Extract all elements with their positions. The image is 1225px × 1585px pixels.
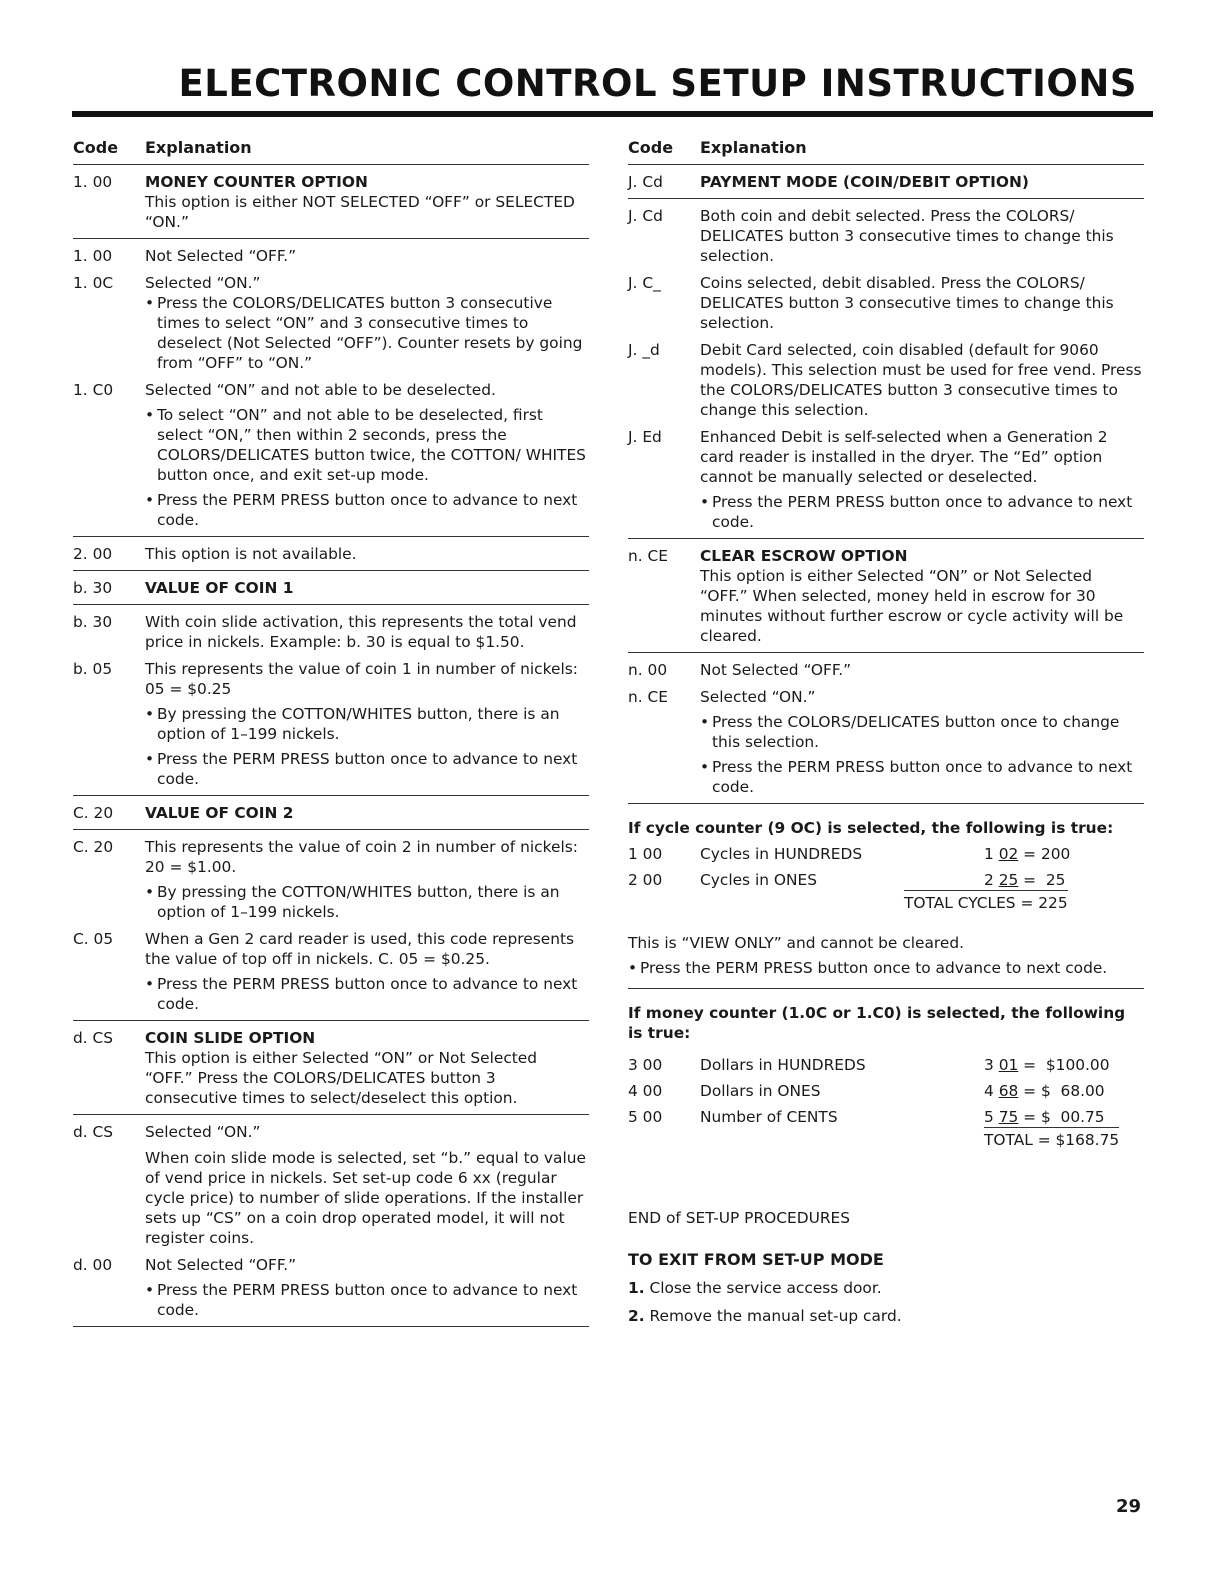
row-value: 4 68 = $ 68.00 bbox=[984, 1082, 1105, 1100]
bullet-item: • Press the PERM PRESS button once to advance to next code. bbox=[700, 493, 1133, 531]
row-code: J. Cd bbox=[628, 207, 663, 225]
row-code: J. _d bbox=[628, 341, 660, 359]
table-row bbox=[628, 1081, 1144, 1101]
table-row bbox=[73, 1248, 589, 1327]
row-text: Debit Card selected, coin disabled (default for 9060 models). This selection must be used for free vend. Press the COLORS/DELICATES button 3 consecutive times to change this selection. bbox=[700, 341, 1142, 419]
row-text: Not Selected “OFF.” bbox=[700, 661, 852, 679]
step-number: 1. bbox=[628, 1279, 645, 1297]
section-heading: PAYMENT MODE (COIN/DEBIT OPTION) bbox=[700, 173, 1029, 191]
section-heading: VALUE OF COIN 1 bbox=[145, 579, 294, 597]
table-row bbox=[73, 537, 589, 571]
row-code: d. 00 bbox=[73, 1256, 113, 1274]
table-row bbox=[628, 199, 1144, 266]
title-rule bbox=[72, 111, 1153, 117]
table-row bbox=[73, 1021, 589, 1115]
row-code: 3 00 bbox=[628, 1056, 663, 1074]
table-row bbox=[73, 605, 589, 652]
table-row bbox=[628, 165, 1144, 199]
row-label: Cycles in ONES bbox=[700, 871, 818, 889]
explanation-header: Explanation bbox=[700, 138, 807, 157]
row-text: Selected “ON.” bbox=[700, 688, 816, 706]
row-code: n. 00 bbox=[628, 661, 668, 679]
bullet-item: • Press the PERM PRESS button once to advance to next code. bbox=[145, 975, 578, 1013]
table-row bbox=[73, 239, 589, 266]
table-row bbox=[628, 539, 1144, 653]
money-counter-heading: If money counter (1.0C or 1.C0) is selected, the following is true: bbox=[628, 1004, 1126, 1042]
table-row bbox=[73, 266, 589, 373]
row-text: This option is either NOT SELECTED “OFF” or SELECTED “ON.” bbox=[145, 193, 575, 231]
right-column bbox=[628, 138, 1144, 1326]
row-code: 1. C0 bbox=[73, 381, 114, 399]
row-text: Coins selected, debit disabled. Press the COLORS/ DELICATES button 3 consecutive times to change this selection. bbox=[700, 274, 1114, 332]
row-code: 2 00 bbox=[628, 871, 663, 889]
row-text: Selected “ON” and not able to be deselected. bbox=[145, 381, 496, 399]
section-heading: CLEAR ESCROW OPTION bbox=[700, 547, 908, 565]
bullet-icon: • bbox=[145, 491, 155, 509]
list-item bbox=[628, 1278, 1144, 1298]
table-row bbox=[73, 922, 589, 1021]
row-code: J. C_ bbox=[628, 274, 661, 292]
cycle-total: TOTAL CYCLES = 225 bbox=[904, 890, 1068, 913]
bullet-icon: • bbox=[145, 406, 155, 424]
explanation-header: Explanation bbox=[145, 138, 252, 157]
table-row bbox=[73, 1115, 589, 1248]
page-title: ELECTRONIC CONTROL SETUP INSTRUCTIONS bbox=[178, 62, 1137, 105]
row-label: Dollars in HUNDREDS bbox=[700, 1056, 866, 1074]
row-text: When coin slide mode is selected, set “b.” equal to value of vend price in nickels. Set set-up code 6 xx (regular cycle price) to number of slide operations. If the installer sets up “CS” on a coin drop operated model, it will not register coins. bbox=[145, 1149, 586, 1247]
section-heading: VALUE OF COIN 2 bbox=[145, 804, 294, 822]
row-code: 1. 00 bbox=[73, 247, 113, 265]
bullet-item: • Press the PERM PRESS button once to advance to next code. bbox=[700, 758, 1133, 796]
end-procedures-text: END of SET-UP PROCEDURES bbox=[628, 1209, 851, 1227]
view-only-note: This is “VIEW ONLY” and cannot be cleared. bbox=[628, 934, 965, 952]
row-code: n. CE bbox=[628, 547, 669, 565]
row-code: 4 00 bbox=[628, 1082, 663, 1100]
section-heading: COIN SLIDE OPTION bbox=[145, 1029, 316, 1047]
row-code: 2. 00 bbox=[73, 545, 113, 563]
exit-setup-heading: TO EXIT FROM SET-UP MODE bbox=[628, 1250, 884, 1269]
row-code: 1 00 bbox=[628, 845, 663, 863]
bullet-item: • By pressing the COTTON/WHITES button, there is an option of 1–199 nickels. bbox=[145, 705, 560, 743]
row-code: d. CS bbox=[73, 1123, 114, 1141]
money-counter-block bbox=[628, 1003, 1144, 1150]
row-text: This option is either Selected “ON” or Not Selected “OFF.” When selected, money held in escrow for 30 minutes without further escrow or cycle activity will be cleared. bbox=[700, 567, 1124, 645]
row-value: 3 01 = $100.00 bbox=[984, 1056, 1110, 1074]
row-text: Not Selected “OFF.” bbox=[145, 247, 297, 265]
bullet-icon: • bbox=[628, 959, 638, 977]
row-code: C. 05 bbox=[73, 930, 114, 948]
table-row bbox=[628, 266, 1144, 333]
row-label: Dollars in ONES bbox=[700, 1082, 821, 1100]
table-row bbox=[73, 652, 589, 796]
row-label: Number of CENTS bbox=[700, 1108, 838, 1126]
bullet-item: • Press the PERM PRESS button once to advance to next code. bbox=[145, 491, 578, 529]
bullet-item: • Press the PERM PRESS button once to advance to next code. bbox=[145, 750, 578, 788]
row-code: 5 00 bbox=[628, 1108, 663, 1126]
bullet-item: • To select “ON” and not able to be deselected, first select “ON,” then within 2 seconds, press the COLORS/DELICATES button twice, the COTTON/ WHITES button once, and exit set-up mode. bbox=[145, 406, 586, 484]
table-row bbox=[73, 165, 589, 239]
right-column-header bbox=[628, 138, 1144, 165]
bullet-icon: • bbox=[700, 713, 710, 731]
row-code: 1. 00 bbox=[73, 173, 113, 191]
row-text: With coin slide activation, this represents the total vend price in nickels. Example: b. 30 is equal to $1.50. bbox=[145, 613, 577, 651]
row-value: 1 02 = 200 bbox=[984, 845, 1071, 863]
row-code: b. 30 bbox=[73, 579, 113, 597]
row-text: This represents the value of coin 1 in number of nickels: 05 = $0.25 bbox=[145, 660, 578, 698]
table-row bbox=[628, 653, 1144, 680]
row-text: Selected “ON.” bbox=[145, 1123, 261, 1141]
step-text: Remove the manual set-up card. bbox=[649, 1307, 902, 1325]
row-value: 5 75 = $ 00.75 bbox=[984, 1108, 1105, 1126]
row-text: Selected “ON.” bbox=[145, 274, 261, 292]
table-row bbox=[628, 1055, 1144, 1075]
table-row bbox=[628, 844, 1144, 864]
left-column-header bbox=[73, 138, 589, 165]
row-code: n. CE bbox=[628, 688, 669, 706]
step-text: Close the service access door. bbox=[649, 1279, 882, 1297]
table-row bbox=[73, 796, 589, 830]
table-row bbox=[628, 420, 1144, 539]
row-text: Not Selected “OFF.” bbox=[145, 1256, 297, 1274]
row-code: b. 30 bbox=[73, 613, 113, 631]
row-text: Enhanced Debit is self-selected when a Generation 2 card reader is installed in the dryer. The “Ed” option cannot be manually selected or deselected. bbox=[700, 428, 1108, 486]
row-code: 1. 0C bbox=[73, 274, 114, 292]
bullet-item: • Press the PERM PRESS button once to advance to next code. bbox=[145, 1281, 578, 1319]
row-code: b. 05 bbox=[73, 660, 113, 678]
row-text: This option is either Selected “ON” or Not Selected “OFF.” Press the COLORS/DELICATES button 3 consecutive times to select/deselect this option. bbox=[145, 1049, 538, 1107]
row-value: 2 25 = 25 bbox=[984, 871, 1066, 889]
bullet-item: • By pressing the COTTON/WHITES button, there is an option of 1–199 nickels. bbox=[145, 883, 560, 921]
row-code: J. Cd bbox=[628, 173, 663, 191]
bullet-icon: • bbox=[145, 883, 155, 901]
cycle-counter-heading: If cycle counter (9 OC) is selected, the following is true: bbox=[628, 819, 1114, 837]
row-text: This option is not available. bbox=[145, 545, 357, 563]
bullet-icon: • bbox=[700, 758, 710, 776]
table-row bbox=[73, 373, 589, 537]
bullet-icon: • bbox=[145, 705, 155, 723]
table-row bbox=[628, 1107, 1144, 1127]
row-code: C. 20 bbox=[73, 804, 114, 822]
bullet-item: • Press the COLORS/DELICATES button once to change this selection. bbox=[700, 713, 1120, 751]
list-item bbox=[628, 1306, 1144, 1326]
code-header: Code bbox=[73, 138, 119, 157]
row-text: When a Gen 2 card reader is used, this code represents the value of top off in nickels. C. 05 = $0.25. bbox=[145, 930, 575, 968]
bullet-icon: • bbox=[700, 493, 710, 511]
bullet-item: • Press the COLORS/DELICATES button 3 consecutive times to select “ON” and 3 consecutive times to deselect (Not Selected “OFF”). Counter resets by going from “OFF” to “ON.” bbox=[145, 294, 583, 372]
left-column bbox=[73, 138, 589, 1327]
page-number: 29 bbox=[1115, 1496, 1141, 1517]
money-total: TOTAL = $168.75 bbox=[984, 1127, 1119, 1150]
row-code: J. Ed bbox=[628, 428, 662, 446]
row-text: This represents the value of coin 2 in number of nickels: 20 = $1.00. bbox=[145, 838, 578, 876]
bullet-icon: • bbox=[145, 975, 155, 993]
table-row bbox=[73, 571, 589, 605]
bullet-item: • Press the PERM PRESS button once to advance to next code. bbox=[628, 959, 1108, 977]
row-code: C. 20 bbox=[73, 838, 114, 856]
table-row bbox=[73, 830, 589, 922]
bullet-icon: • bbox=[145, 294, 155, 312]
cycle-counter-block bbox=[628, 818, 1144, 989]
section-heading: MONEY COUNTER OPTION bbox=[145, 173, 368, 191]
step-number: 2. bbox=[628, 1307, 645, 1325]
table-row bbox=[628, 333, 1144, 420]
bullet-icon: • bbox=[145, 1281, 155, 1299]
code-header: Code bbox=[628, 138, 674, 157]
row-code: d. CS bbox=[73, 1029, 114, 1047]
row-text: Both coin and debit selected. Press the COLORS/ DELICATES button 3 consecutive times to change this selection. bbox=[700, 207, 1114, 265]
table-row bbox=[628, 870, 1144, 890]
table-row bbox=[628, 680, 1144, 804]
bullet-icon: • bbox=[145, 750, 155, 768]
row-label: Cycles in HUNDREDS bbox=[700, 845, 863, 863]
